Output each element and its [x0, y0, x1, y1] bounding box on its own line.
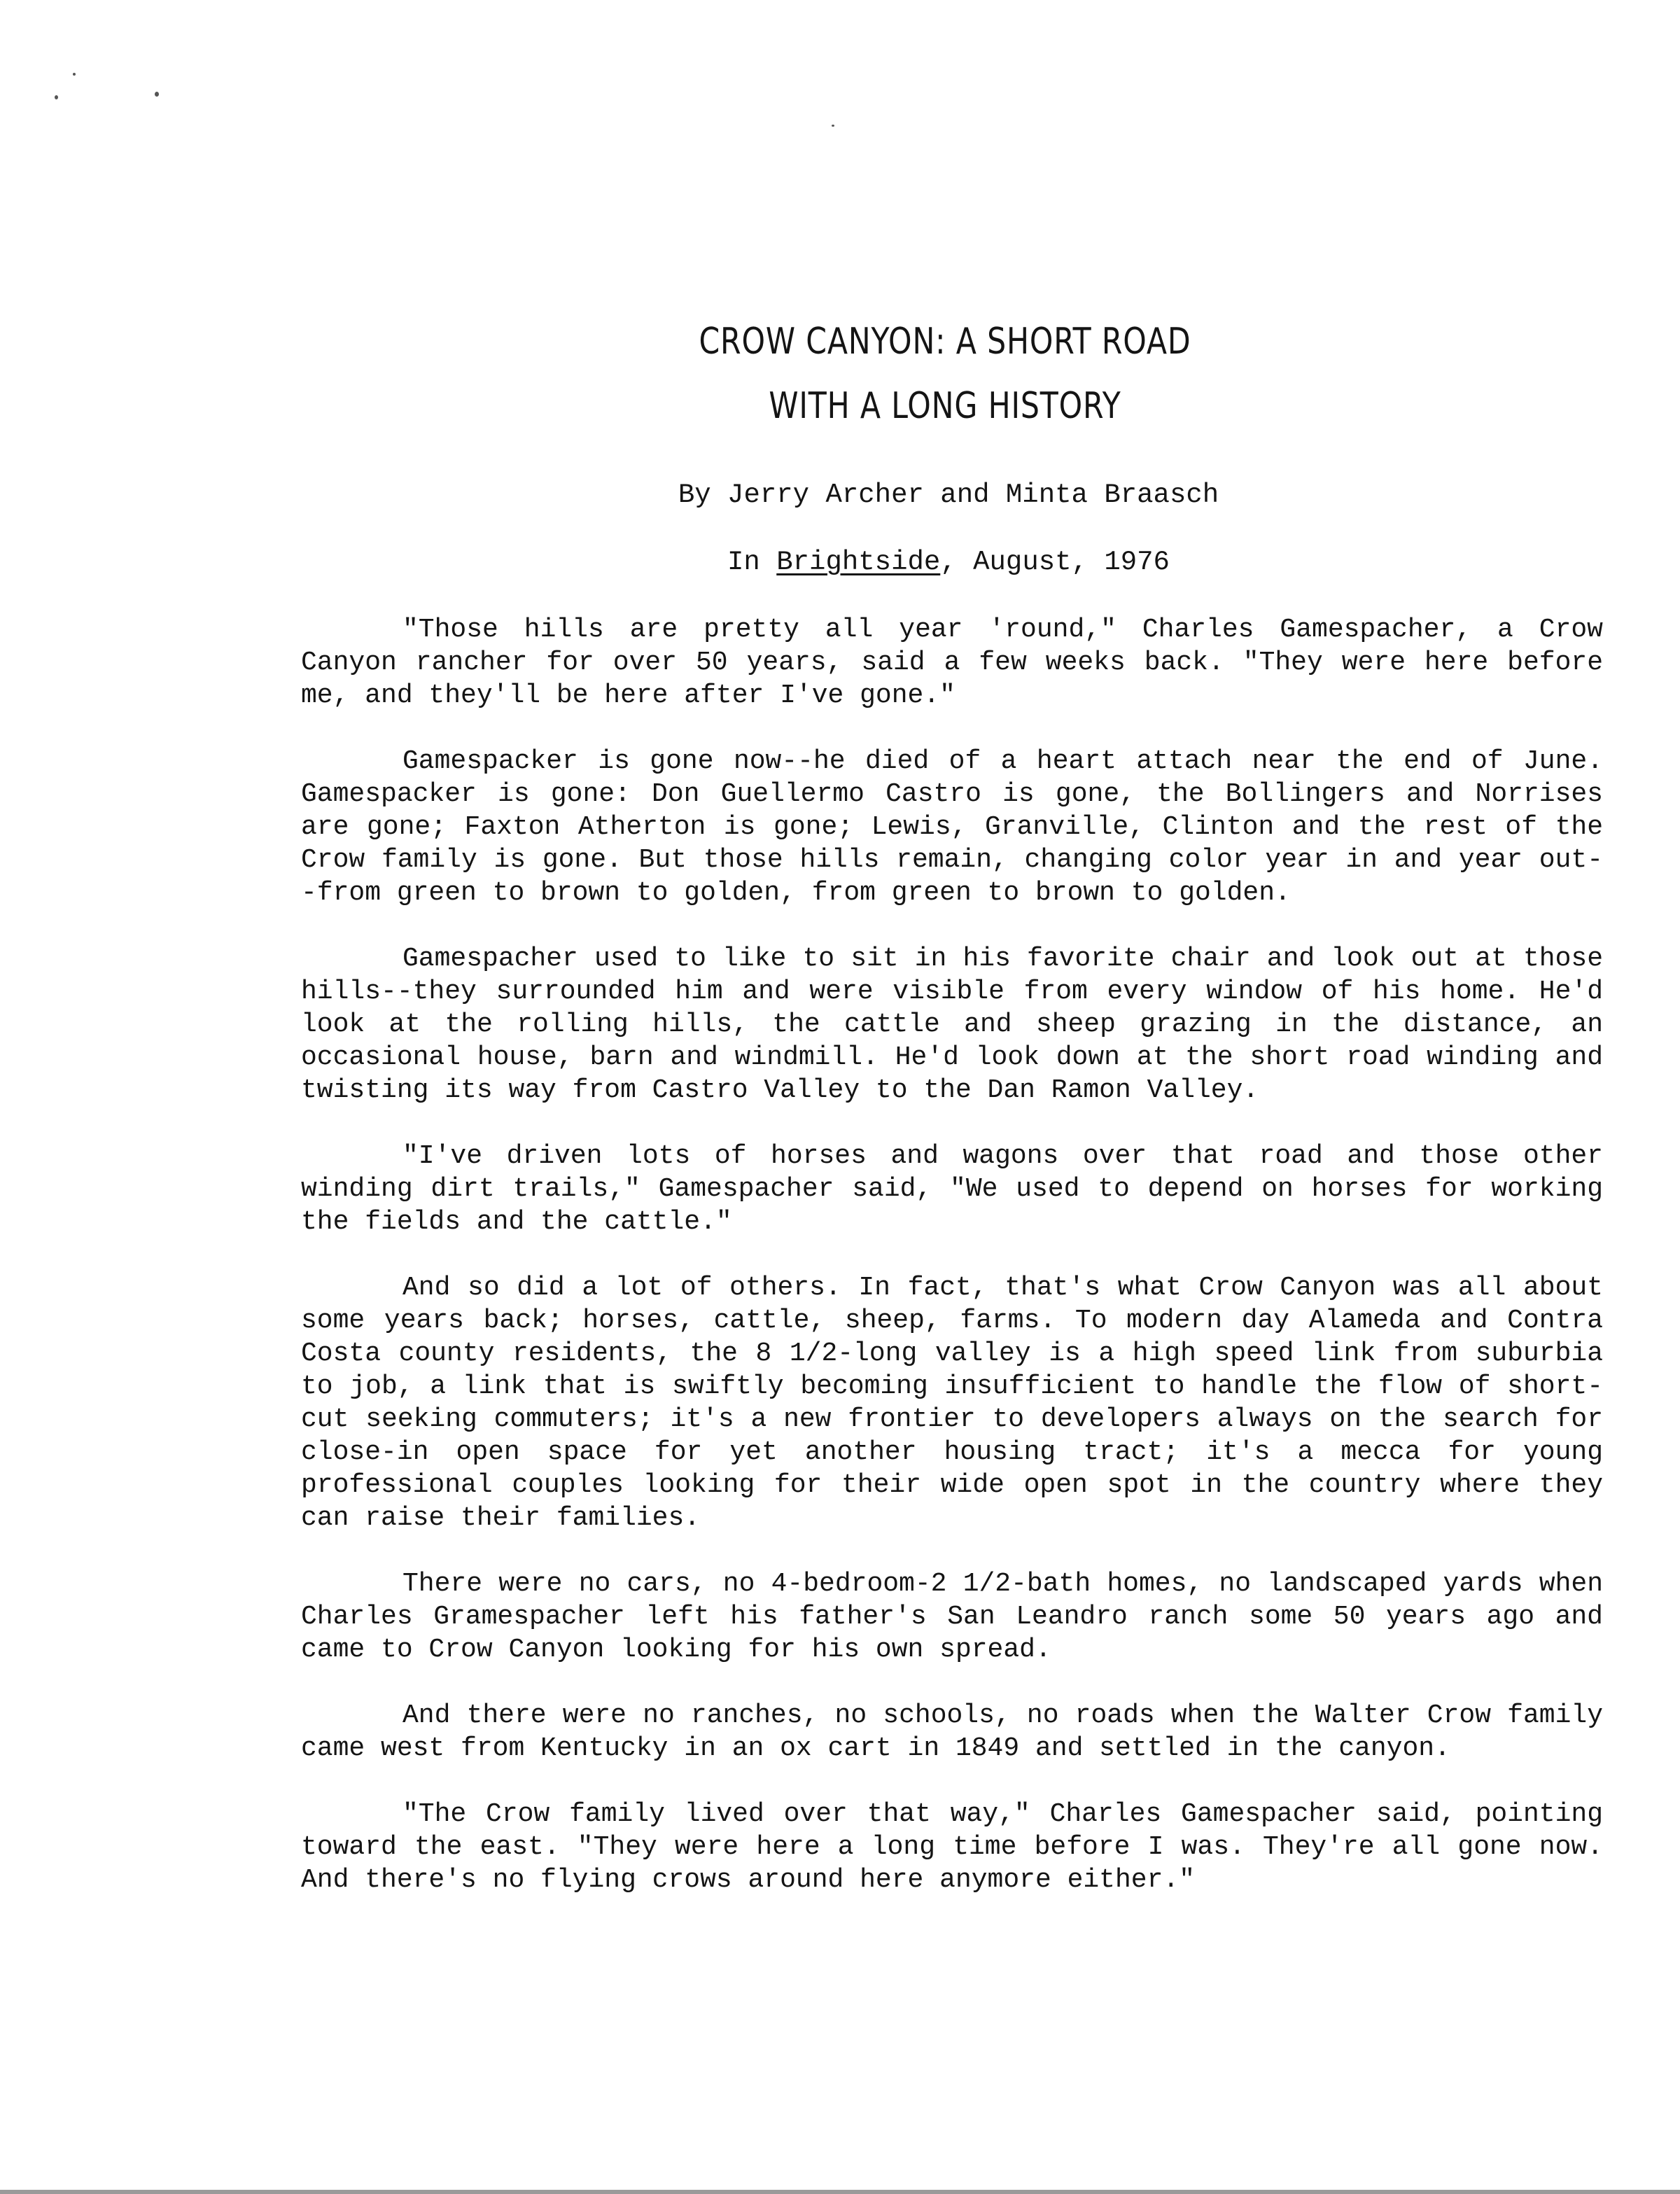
source-date: , August, 1976	[940, 547, 1170, 578]
article-body	[301, 613, 1603, 1896]
document-title-line-2: WITH A LONG HISTORY	[769, 385, 1121, 427]
scan-bottom-edge	[0, 2190, 1680, 2194]
source-prefix: In	[727, 547, 777, 578]
publication-source	[0, 546, 1680, 578]
paragraph-7: And there were no ranches, no schools, no roads when the Walter Crow family came west from Kentucky in an ox cart in 1849 and settled in the canyon.	[301, 1700, 1603, 1763]
paragraph-5: And so did a lot of others. In fact, that's what Crow Canyon was all about some years back; horses, cattle, sheep, farms. To modern day Alameda and Contra Costa county residents, the 8 1/2-long valley is a high speed link from suburbia to job, a link that is swiftly becoming insufficient to handle the flow of short-cut seeking commuters; it's a new frontier to developers always on the search for close-in open space for yet another housing tract; it's a mecca for young professional couples looking for their wide open spot in the country where they can raise their families.	[301, 1273, 1603, 1533]
document-title-line-1: CROW CANYON: A SHORT ROAD	[699, 321, 1191, 363]
scan-speck	[832, 125, 834, 127]
scan-speck	[55, 95, 58, 99]
scan-speck	[155, 92, 159, 97]
paragraph-6: There were no cars, no 4-bedroom-2 1/2-bath homes, no landscaped yards when Charles Gramespacher left his father's San Leandro ranch some 50 years ago and came to Crow Canyon looking for his own spread.	[301, 1569, 1603, 1665]
scan-speck	[73, 73, 76, 76]
publication-name: Brightside	[776, 547, 941, 578]
paragraph-1: "Those hills are pretty all year 'round," Charles Gamespacher, a Crow Canyon rancher for over 50 years, said a few weeks back. "They were here before me, and they'll be here after I've gone."	[301, 615, 1603, 711]
paragraph-2: Gamespacker is gone now--he died of a heart attach near the end of June. Gamespacker is gone: Don Guellermo Castro is gone, the Bollingers and Norrises are gone; Faxton Atherton is gone; Lewis, Granville, Clinton and the rest of the Crow family is gone. But those hills remain, changing color year in and year out--from green to brown to golden, from green to brown to golden.	[301, 746, 1603, 908]
paragraph-3: Gamespacher used to like to sit in his favorite chair and look out at those hills--they surrounded him and were visible from every window of his home. He'd look at the rolling hills, the cattle and sheep grazing in the distance, an occasional house, barn and windmill. He'd look down at the short road winding and twisting its way from Castro Valley to the Dan Ramon Valley.	[301, 944, 1603, 1105]
author-byline: By Jerry Archer and Minta Braasch	[678, 480, 1219, 510]
paragraph-4: "I've driven lots of horses and wagons over that road and those other winding dirt trails," Gamespacher said, "We used to depend on horses for working the fields and the cattle."	[301, 1141, 1603, 1237]
paragraph-8: "The Crow family lived over that way," Charles Gamespacher said, pointing toward the east. "They were here a long time before I was. They're all gone now. And there's no flying crows around here anymore either."	[301, 1799, 1603, 1895]
